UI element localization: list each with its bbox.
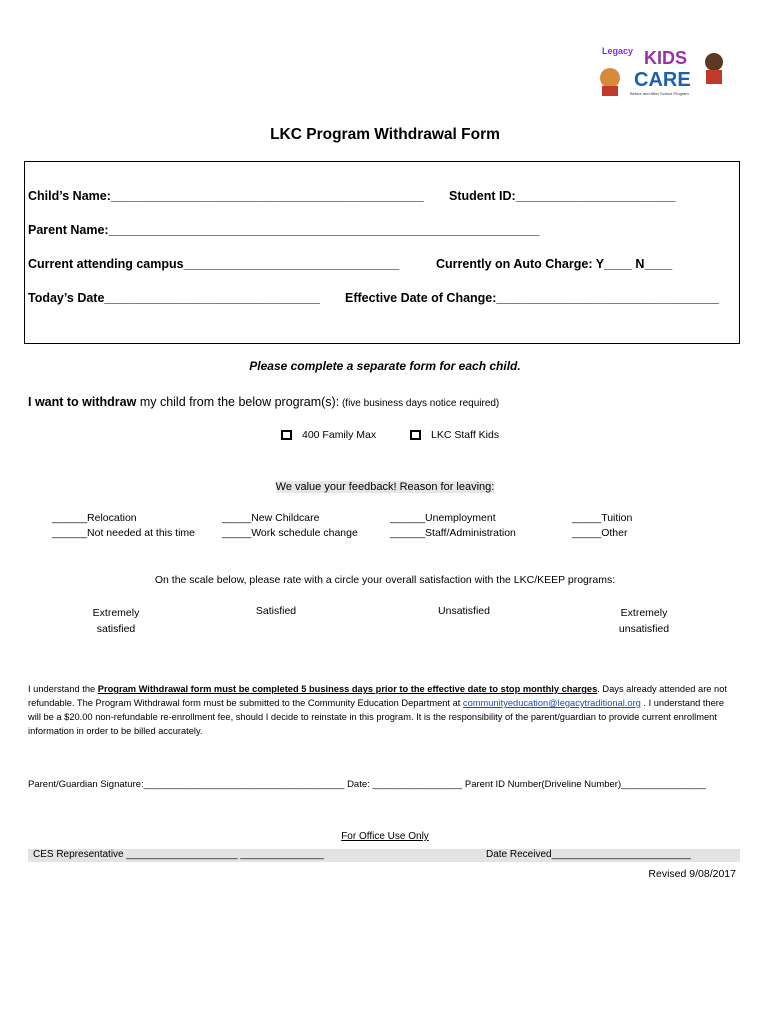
logo-care-text: CARE xyxy=(634,69,691,91)
parent-name-field[interactable]: Parent Name:______________________________________________________________ xyxy=(28,223,540,237)
reason-not-needed[interactable]: ______Not needed at this time xyxy=(52,527,196,539)
reason-staff-admin[interactable]: ______Staff/Administration xyxy=(390,527,516,539)
student-id-field[interactable]: Student ID:_______________________ xyxy=(449,189,676,203)
policy-paragraph: I understand the Program Withdrawal form must be completed 5 business days prior to the effective date to stop monthly charges. Days already attended are not refundable. The Program Withdrawal form must be submitted to the Community Education Department at communityeducation@legacytraditional.org . I understand there will be a $20.00 non-refundable re-enrollment fee, should I decide to reinstate in this program. It is the responsibility of the parent/guardian to provide current enrollment information in order to be billed accurately. xyxy=(28,684,727,736)
program-label: LKC Staff Kids xyxy=(431,429,500,441)
form-title: LKC Program Withdrawal Form xyxy=(270,126,500,143)
reason-relocation[interactable]: ______Relocation xyxy=(52,512,137,524)
checkbox-icon[interactable] xyxy=(410,430,421,440)
logo-legacy-text: Legacy xyxy=(602,46,634,56)
withdraw-rest: my child from the below program(s): xyxy=(136,395,340,409)
ces-representative-field[interactable]: CES Representative ____________________ _______________ xyxy=(33,849,324,860)
program-option-staff-kids[interactable] xyxy=(410,429,499,441)
revision-date: Revised 9/08/2017 xyxy=(648,868,736,880)
policy-deadline-text: Program Withdrawal form must be completed 5 business days prior to the effective date to stop monthly charges xyxy=(97,684,598,694)
legacy-kids-care-logo xyxy=(596,42,736,98)
date-received-field[interactable]: Date Received_________________________ xyxy=(486,849,691,860)
current-campus-field[interactable]: Current attending campus_______________________________ xyxy=(28,257,400,271)
scale-extremely-satisfied[interactable]: Extremely satisfied xyxy=(92,607,140,635)
reason-tuition[interactable]: _____Tuition xyxy=(572,512,633,524)
reason-work-schedule[interactable]: _____Work schedule change xyxy=(222,527,358,539)
logo-tagline: Before and After School Program xyxy=(630,91,689,96)
effective-date-field[interactable]: Effective Date of Change:________________________________ xyxy=(345,291,719,305)
reason-unemployment[interactable]: ______Unemployment xyxy=(390,512,496,524)
reason-other[interactable]: _____Other xyxy=(572,527,628,539)
withdraw-statement xyxy=(28,395,499,409)
feedback-heading: We value your feedback! Reason for leaving: xyxy=(275,481,495,493)
withdraw-notice: (five business days notice required) xyxy=(339,398,500,409)
scale-unsatisfied[interactable]: Unsatisfied xyxy=(438,605,490,617)
checkbox-icon[interactable] xyxy=(281,430,292,440)
reason-new-childcare[interactable]: _____New Childcare xyxy=(222,512,320,524)
program-label: 400 Family Max xyxy=(302,429,377,441)
withdraw-bold: I want to withdraw xyxy=(28,395,137,409)
scale-prompt: On the scale below, please rate with a circle your overall satisfaction with the LKC/KEEP programs: xyxy=(154,574,616,586)
auto-charge-field[interactable]: Currently on Auto Charge: Y____ N____ xyxy=(436,257,673,271)
scale-satisfied[interactable]: Satisfied xyxy=(255,605,297,617)
child-name-field[interactable]: Child’s Name:_____________________________________________ xyxy=(28,189,424,203)
scale-extremely-unsatisfied[interactable]: Extremely unsatisfied xyxy=(618,607,670,635)
separate-form-note: Please complete a separate form for each child. xyxy=(249,359,521,373)
logo-kids-text: KIDS xyxy=(644,48,688,68)
email-link[interactable]: communityeducation@legacytraditional.org xyxy=(462,698,641,708)
office-use-heading: For Office Use Only xyxy=(341,831,429,842)
signature-line[interactable]: Parent/Guardian Signature:______________________________________ Date: _________________ Parent ID Number(Driveline Number)________________ xyxy=(28,779,706,790)
todays-date-field[interactable]: Today’s Date_______________________________ xyxy=(28,291,320,305)
program-option-family-max[interactable] xyxy=(281,429,376,441)
